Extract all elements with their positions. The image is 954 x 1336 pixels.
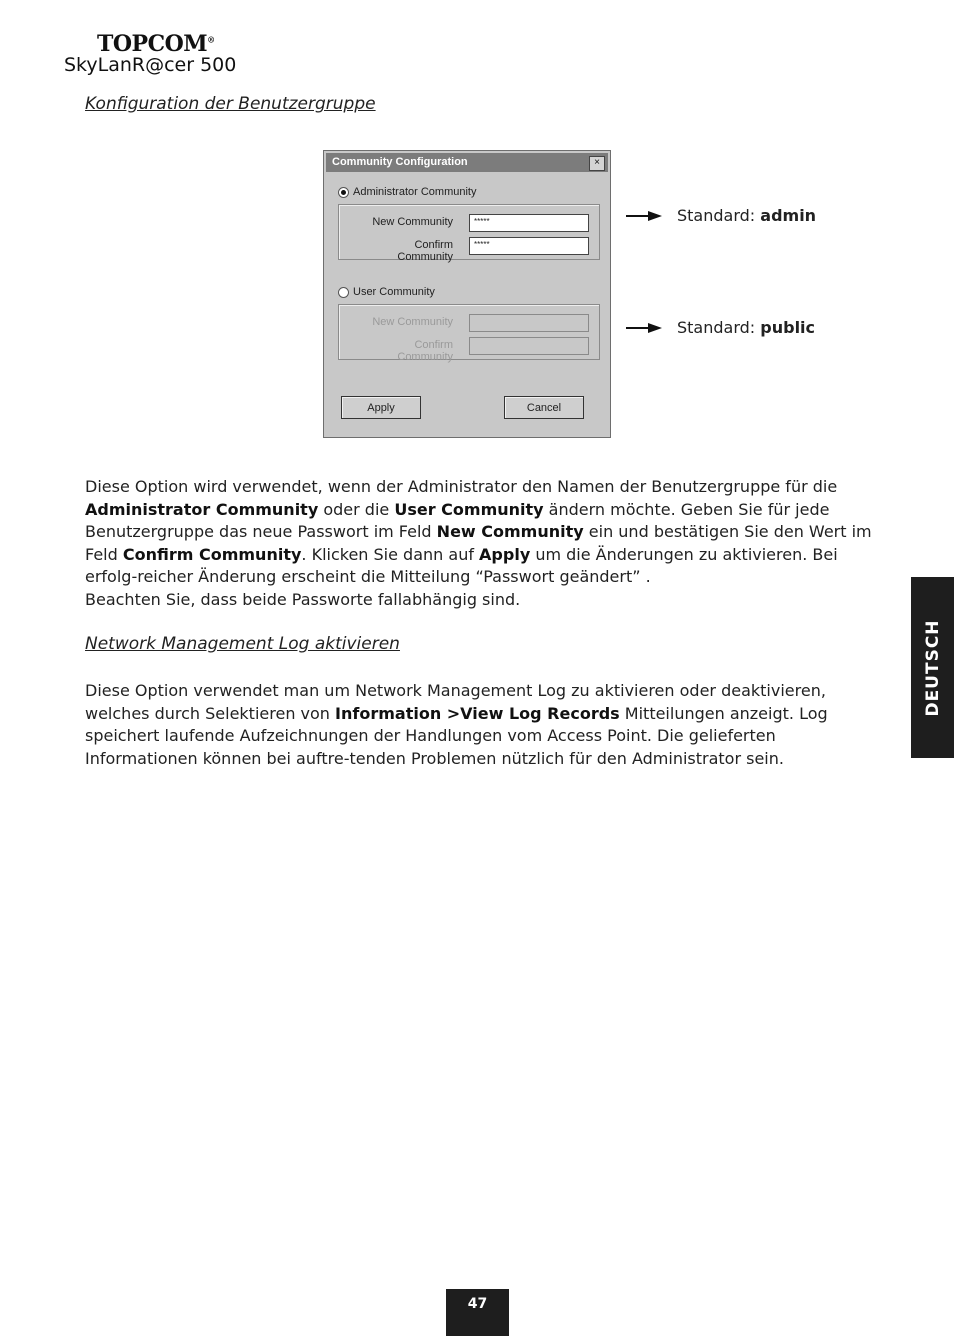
brand-name: TOPCOM: [97, 31, 208, 57]
callout-admin-prefix: Standard:: [677, 206, 761, 225]
bold-term: New Community: [436, 522, 584, 541]
page-number: 47: [446, 1289, 509, 1336]
user-community-radio-row[interactable]: [338, 286, 435, 298]
body-paragraph-community: [85, 476, 885, 611]
text-run: ändern möchte. Geben Sie für jede Benutzergruppe das neue Passwort im Feld: [85, 499, 830, 541]
text-run: Diese Option verwendet man um Network Management Log zu aktivieren oder deaktivieren, welches durch Selektieren von: [85, 681, 826, 723]
callout-user-prefix: Standard:: [677, 318, 761, 337]
text-run: ein und bestätigen Sie den Wert im Feld: [85, 522, 872, 564]
text-run: oder die: [318, 499, 395, 519]
user-confirm-community-label: Confirm Community: [397, 339, 453, 363]
admin-new-community-input[interactable]: *****: [469, 214, 589, 232]
arrow-right-icon: [626, 211, 662, 221]
user-community-group: [338, 304, 600, 363]
callout-admin-text: [677, 206, 816, 225]
language-side-tab: [911, 577, 954, 758]
arrow-right-icon: [626, 323, 662, 333]
callout-user-default: [626, 318, 815, 337]
admin-community-radio[interactable]: [338, 187, 349, 198]
text-run: Diese Option wird verwendet, wenn der Administrator den Namen der Benutzergruppe für die: [85, 477, 838, 496]
registered-mark: ®: [207, 34, 215, 45]
apply-button[interactable]: Apply: [341, 396, 421, 419]
cancel-button[interactable]: Cancel: [504, 396, 584, 419]
dialog-titlebar: [326, 153, 608, 172]
callout-admin-value: admin: [760, 206, 817, 225]
admin-confirm-community-label: Confirm Community: [397, 239, 453, 263]
callout-user-value: public: [760, 318, 816, 337]
admin-community-group: [338, 204, 600, 263]
text-run: Mitteilungen anzeigt. Log speichert laufende Aufzeichnungen der Handlungen vom Access Point. Die gelieferten Informationen können bei auftre-tenden Problemen nützlich für den Administrator sein.: [85, 703, 828, 768]
admin-confirm-community-input[interactable]: *****: [469, 237, 589, 255]
text-run: um die Änderungen zu aktivieren. Bei erfolg-reicher Änderung erscheint die Mitteilung “Passwort geändert” .: [85, 544, 838, 586]
section-heading-network-log: Network Management Log aktivieren: [85, 634, 400, 654]
dialog-title: Community Configuration: [332, 156, 468, 168]
body-paragraph-network-log: [85, 680, 885, 770]
bold-term: Confirm Community: [122, 544, 302, 564]
user-community-label: User Community: [353, 286, 435, 298]
admin-community-label: Administrator Community: [353, 186, 477, 198]
text-run: Beachten Sie, dass beide Passworte fallabhängig sind.: [85, 589, 521, 609]
community-configuration-dialog: [323, 150, 611, 438]
bold-term: User Community: [394, 499, 544, 519]
user-new-community-input[interactable]: [469, 314, 589, 332]
product-name: SkyLanR@cer 500: [64, 54, 237, 76]
bold-term: Apply: [479, 544, 531, 564]
user-confirm-community-input[interactable]: [469, 337, 589, 355]
admin-new-community-label: New Community: [372, 216, 453, 228]
user-new-community-label: New Community: [372, 316, 453, 328]
admin-community-radio-row[interactable]: [338, 186, 476, 198]
callout-user-text: [677, 318, 815, 337]
bold-term: Information >View Log Records: [335, 703, 620, 723]
language-tab-label: DEUTSCH: [922, 618, 943, 717]
close-icon[interactable]: ×: [589, 156, 605, 171]
user-community-radio[interactable]: [338, 287, 349, 298]
bold-term: Administrator Community: [85, 499, 319, 519]
callout-admin-default: [626, 206, 816, 225]
text-run: . Klicken Sie dann auf: [301, 544, 480, 564]
section-heading-user-group: Konfiguration der Benutzergruppe: [85, 94, 376, 114]
